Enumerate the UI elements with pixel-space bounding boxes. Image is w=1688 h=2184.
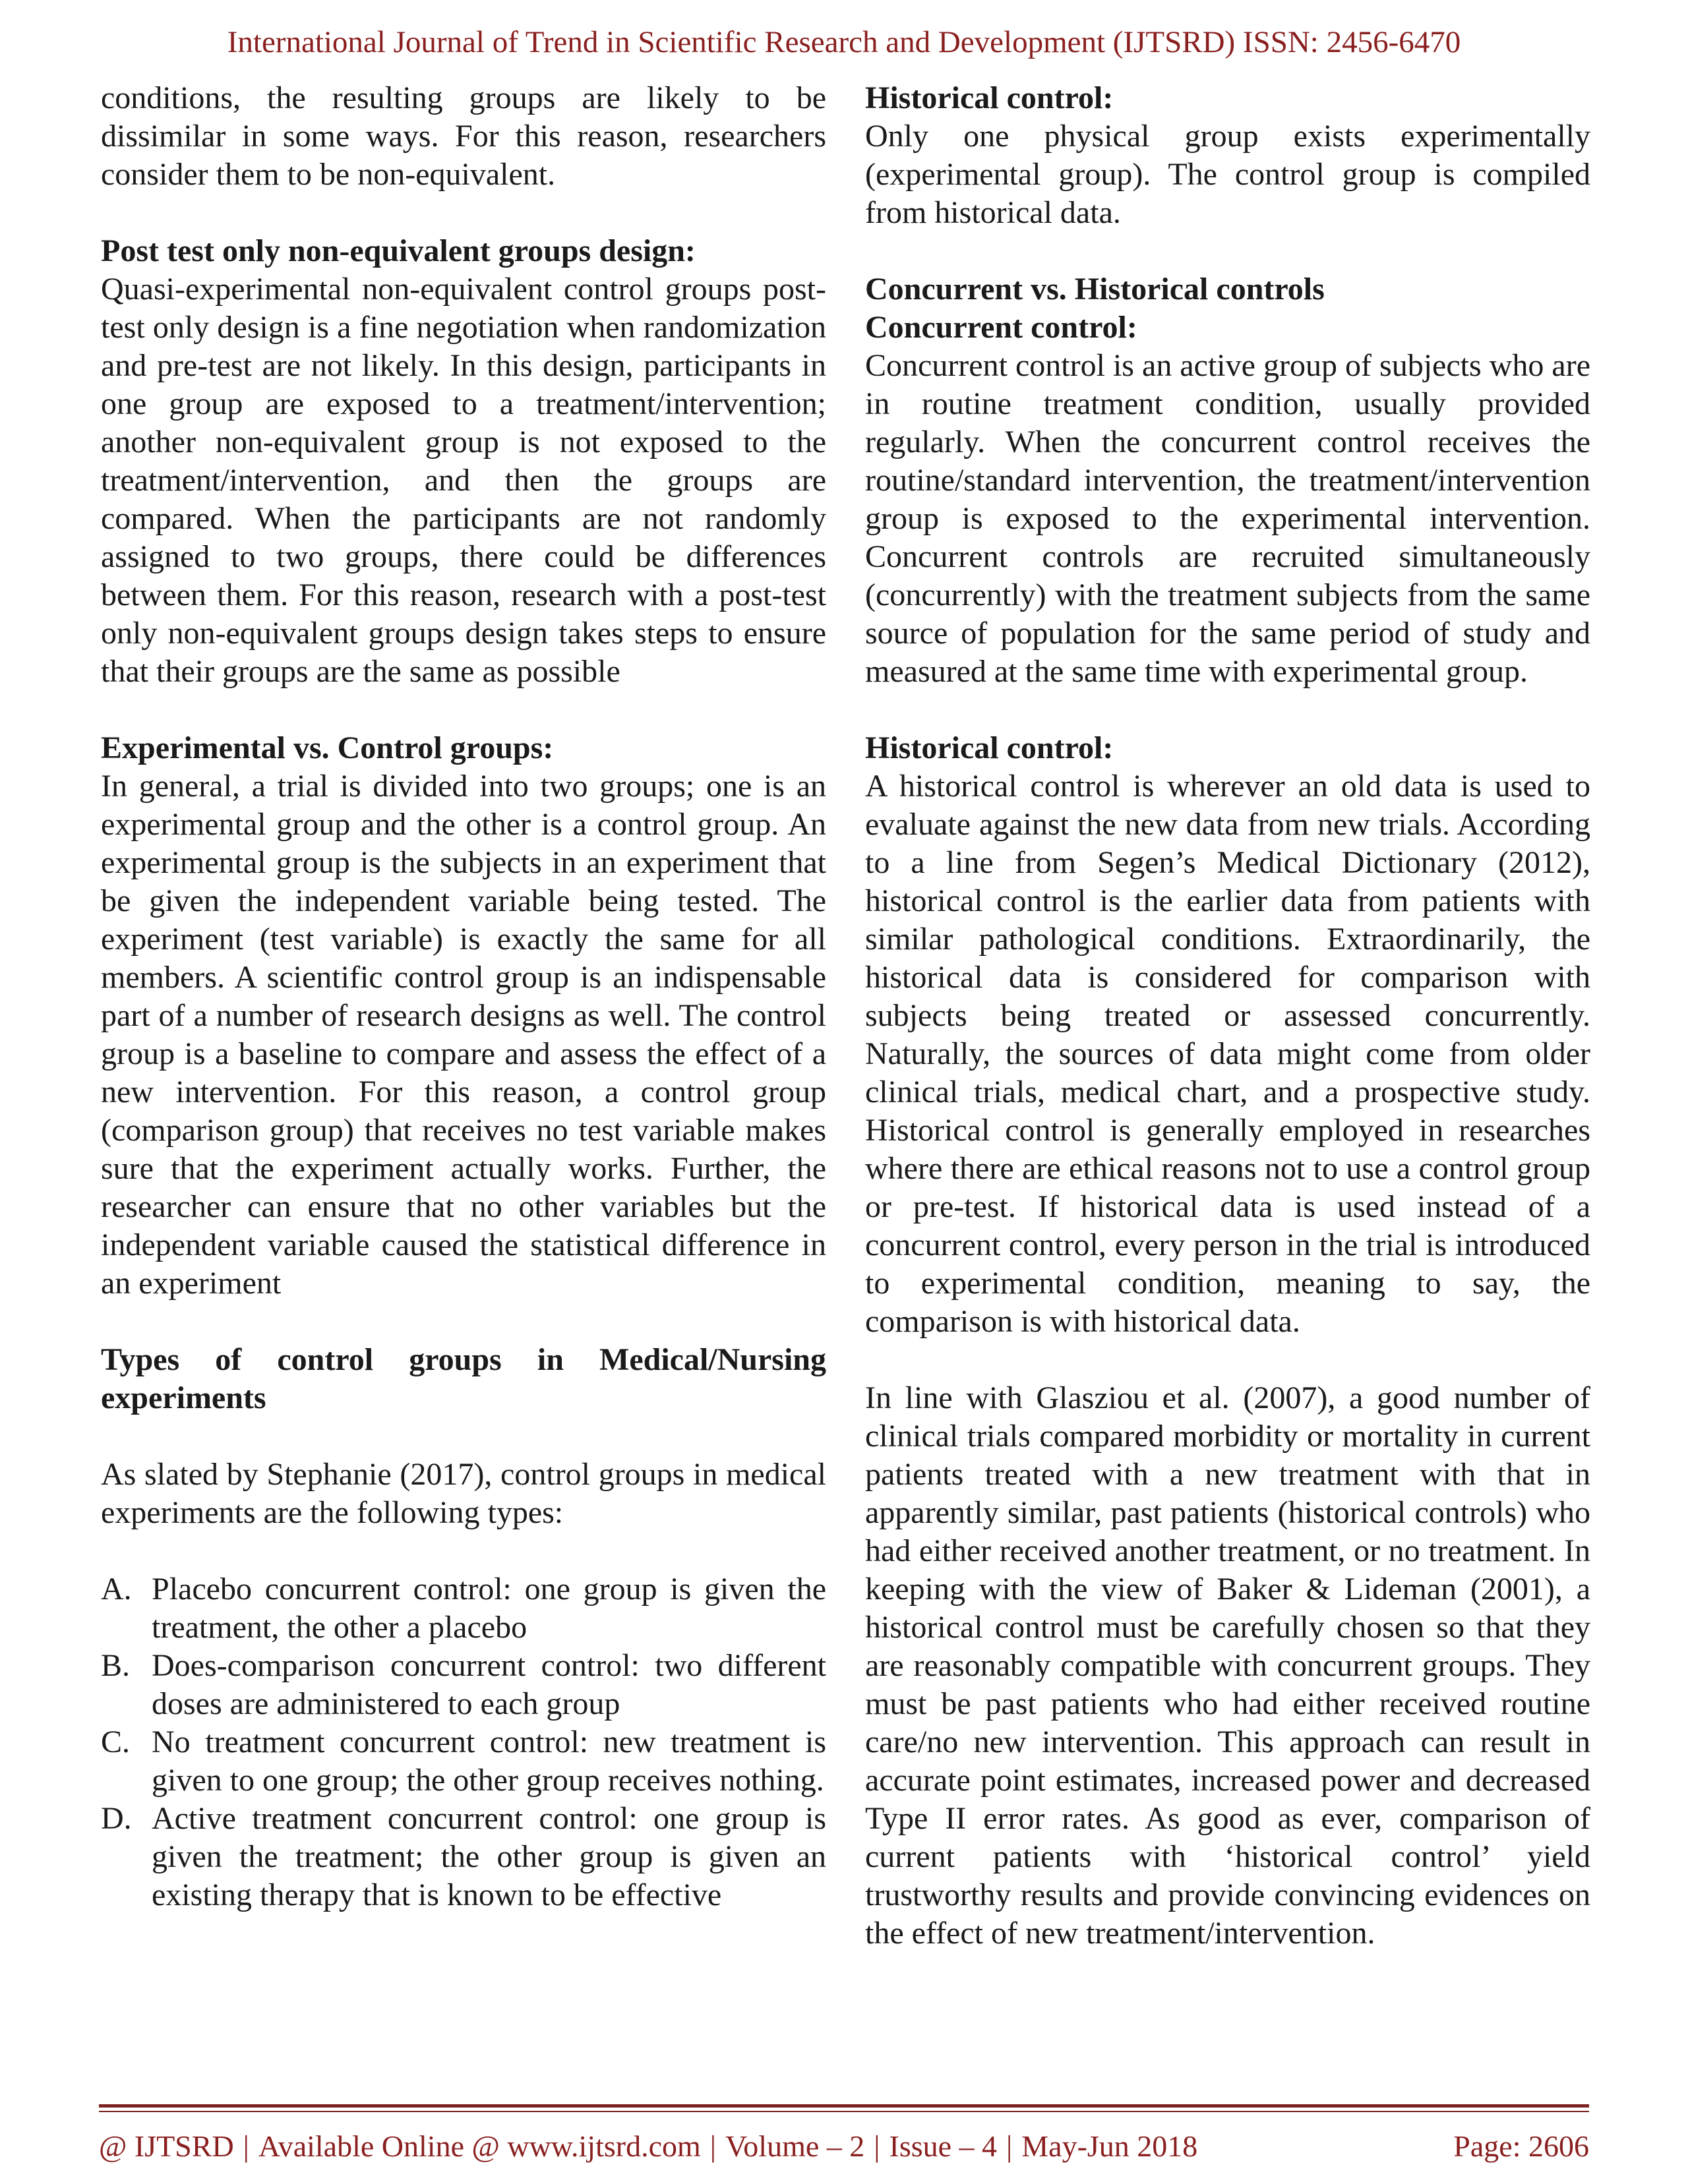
list-item-text: Active treatment concurrent control: one group is given the treatment; the other group is given an existing therapy that is known to be effective [152, 1801, 826, 1912]
list-marker: A. [101, 1572, 132, 1607]
list-marker: C. [101, 1725, 131, 1759]
list-marker: B. [101, 1648, 131, 1683]
heading-historical-control-2: Historical control: [865, 730, 1114, 765]
heading-historical-control: Historical control: [865, 80, 1114, 115]
paragraph-experimental-vs-control: In general, a trial is divided into two groups; one is an experimental group and the other is a control group. An experimental group is the subjects in an experiment that be given the independent variable being tested. The experiment (test variable) is exactly the same for all members. A scientific control group is an indispensable part of a number of research designs as well. The control group is a baseline to compare and assess the effect of a new intervention. For this reason, a control group (comparison group) that receives no test variable makes sure that the experiment actually works. Further, the researcher can ensure that no other variables but the independent variable caused the statistical difference in an experiment [101, 769, 826, 1301]
control-types-list [101, 1570, 826, 1914]
paragraph-historical-control-short: Only one physical group exists experimentally (experimental group). The control group is compiled from historical data. [865, 119, 1590, 230]
paragraph-types-intro: As slated by Stephanie (2017), control groups in medical experiments are the following types: [101, 1457, 826, 1530]
footer-journal: @ IJTSRD [99, 2129, 234, 2163]
footer-left: @ IJTSRD | Available Online @ www.ijtsrd.com | Volume – 2 | Issue – 4 | May-Jun 2018 [99, 2129, 1198, 2163]
footer-rule-thin [99, 2111, 1589, 2112]
paragraph-continuation: conditions, the resulting groups are likely to be dissimilar in some ways. For this reason, researchers consider them to be non-equivalent. [101, 80, 826, 192]
list-item-text: No treatment concurrent control: new treatment is given to one group; the other group receives nothing. [152, 1725, 826, 1798]
footer-volume: Volume – 2 [725, 2129, 865, 2163]
heading-experimental-vs-control: Experimental vs. Control groups: [101, 730, 554, 765]
paragraph-historical-control-long: A historical control is wherever an old data is used to evaluate against the new data from new trials. According to a line from Segen’s Medical Dictionary (2012), historical control is the earlier data from patients with similar pathological conditions. Extraordinarily, the historical data is considered for comparison with subjects being treated or assessed concurrently. Naturally, the sources of data might come from older clinical trials, medical chart, and a prospective study. Historical control is generally employed in researches where there are ethical reasons not to use a control group or pre-test. If historical data is used instead of a concurrent control, every person in the trial is introduced to experimental condition, meaning to say, the comparison is with historical data. [865, 769, 1590, 1339]
heading-concurrent-control: Concurrent control: [865, 310, 1137, 345]
page-footer [99, 2127, 1589, 2166]
list-item [101, 1570, 826, 1647]
footer-available-online: Available Online @ www.ijtsrd.com [258, 2129, 701, 2163]
footer-date: May-Jun 2018 [1021, 2129, 1198, 2163]
list-marker: D. [101, 1801, 132, 1836]
footer-page-number: Page: 2606 [1453, 2129, 1589, 2163]
list-item [101, 1723, 826, 1800]
footer-issue: Issue – 4 [889, 2129, 998, 2163]
footer-rule [99, 2104, 1589, 2108]
list-item-text: Does-comparison concurrent control: two different doses are administered to each group [152, 1648, 826, 1721]
list-item [101, 1647, 826, 1723]
heading-concurrent-vs-historical: Concurrent vs. Historical controls [865, 272, 1325, 307]
paragraph-glasziou: In line with Glasziou et al. (2007), a good number of clinical trials compared morbidity or mortality in current patients treated with a new treatment with that in apparently similar, past patients (historical controls) who had either received another treatment, or no treatment. In keeping with the view of Baker & Lideman (2001), a historical control must be carefully chosen so that they are reasonably compatible with concurrent groups. They must be past patients who had either received routine care/no new intervention. This approach can result in accurate point estimates, increased power and decreased Type II error rates. As good as ever, comparison of current patients with ‘historical control’ yield trustworthy results and provide convincing evidences on the effect of new treatment/intervention. [865, 1380, 1590, 1951]
right-column [865, 79, 1590, 1953]
left-column [101, 79, 826, 1914]
heading-posttest-design: Post test only non-equivalent groups design: [101, 233, 696, 268]
running-header: International Journal of Trend in Scientific Research and Development (IJTSRD) ISSN: 2456-6470 [227, 25, 1461, 59]
paragraph-concurrent-control: Concurrent control is an active group of subjects who are in routine treatment condition, usually provided regularly. When the concurrent control receives the routine/standard intervention, the treatment/intervention group is exposed to the experimental intervention. Concurrent controls are recruited simultaneously (concurrently) with the treatment subjects from the same source of population for the same period of study and measured at the same time with experimental group. [865, 348, 1590, 689]
list-item [101, 1800, 826, 1914]
paragraph-posttest-design: Quasi-experimental non-equivalent control groups post-test only design is a fine negotiation when randomization and pre-test are not likely. In this design, participants in one group are exposed to a treatment/intervention; another non-equivalent group is not exposed to the treatment/intervention, and then the groups are compared. When the participants are not randomly assigned to two groups, there could be differences between them. For this reason, research with a post-test only non-equivalent groups design takes steps to ensure that their groups are the same as possible [101, 272, 826, 689]
heading-types-of-control-groups: Types of control groups in Medical/Nursing experiments [101, 1342, 826, 1415]
list-item-text: Placebo concurrent control: one group is given the treatment, the other a placebo [152, 1572, 826, 1645]
